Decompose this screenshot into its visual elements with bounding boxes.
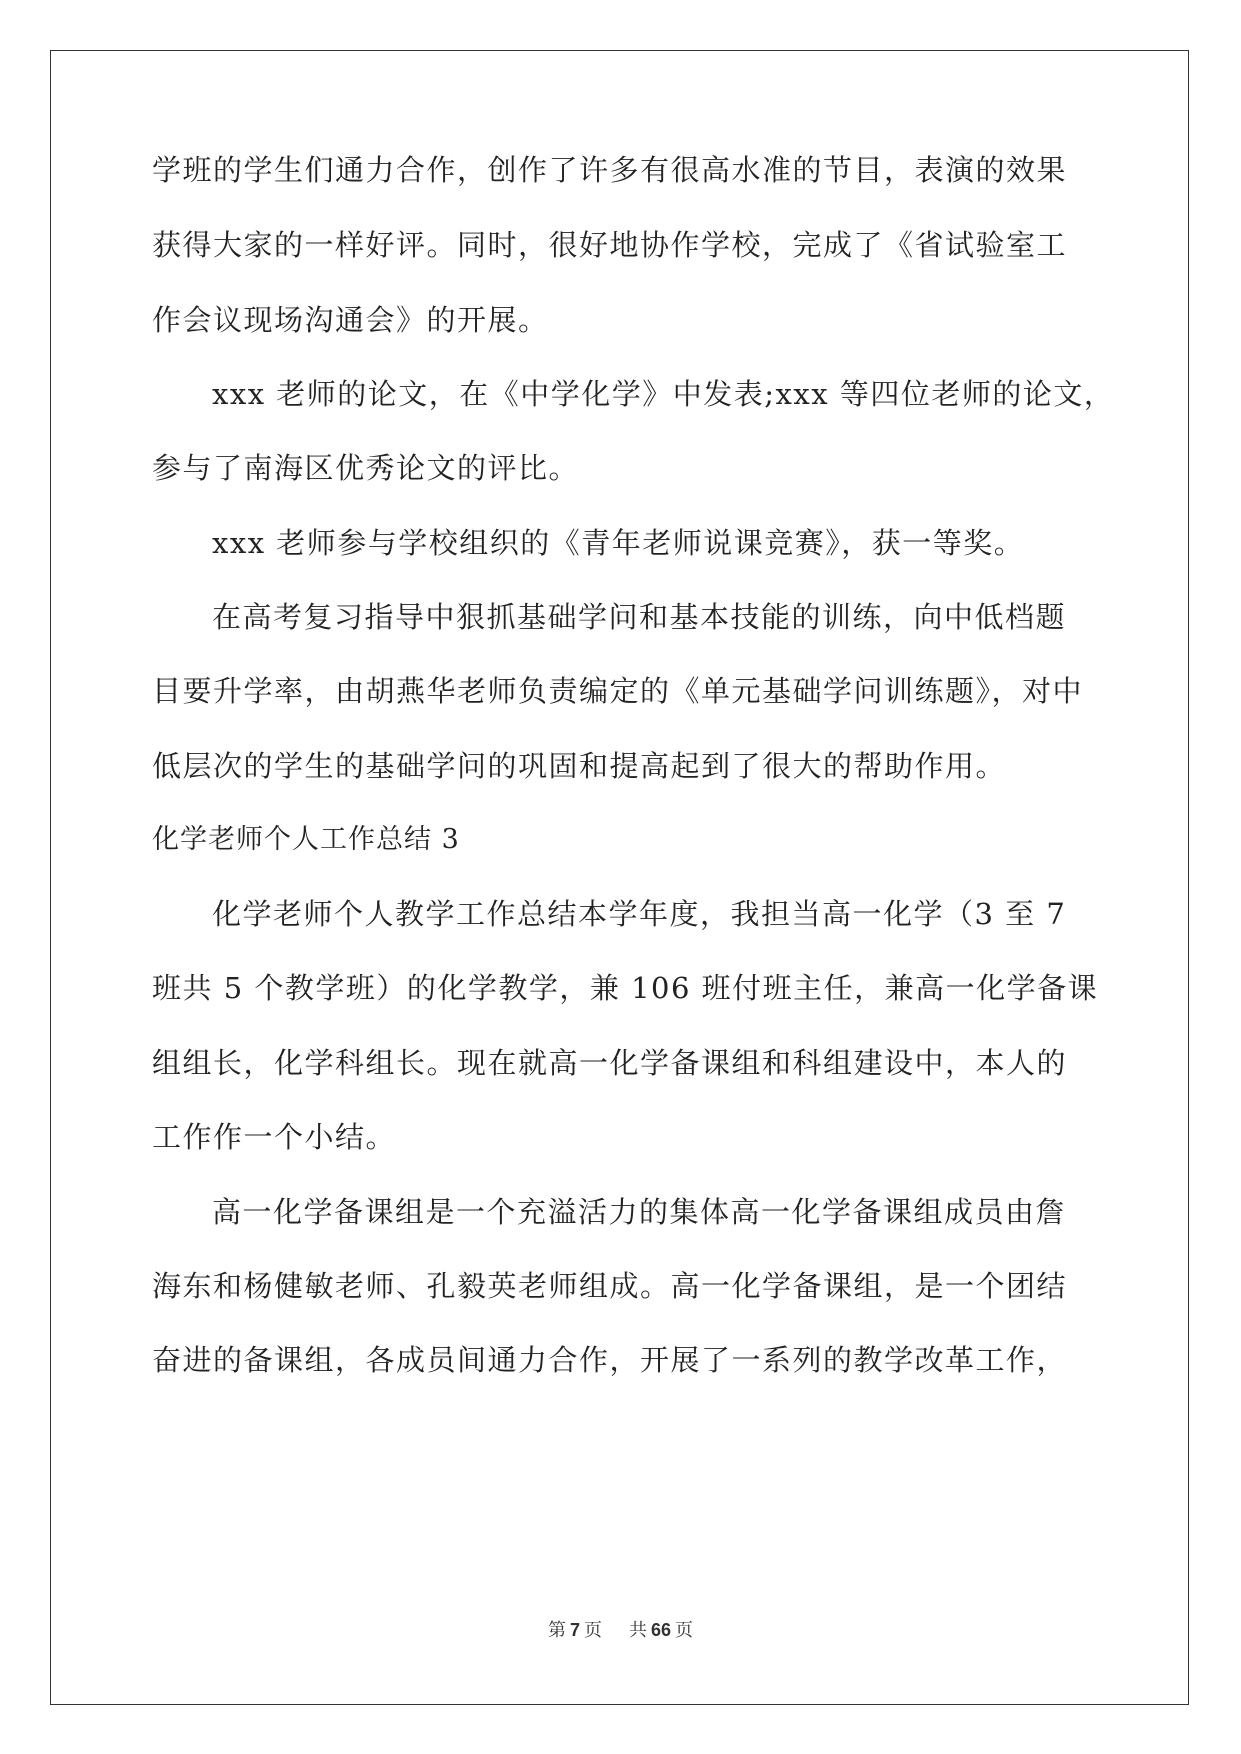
total-pages: 66 xyxy=(650,1620,671,1640)
text-line: 作会议现场沟通会》的开展。 xyxy=(152,303,549,337)
page-footer xyxy=(0,1616,1241,1642)
text-line: 低层次的学生的基础学问的巩固和提高起到了很大的帮助作用。 xyxy=(152,749,1007,783)
footer-total-prefix: 共 xyxy=(628,1620,647,1641)
text-line: 工作作一个小结。 xyxy=(152,1120,397,1154)
text-line: 参与了南海区优秀论文的评比。 xyxy=(152,451,580,485)
text-line: 化学老师个人教学工作总结本学年度，我担当高一化学（3 至 7 xyxy=(212,897,1067,931)
text-line: xxx 老师参与学校组织的《青年老师说课竞赛》，获一等奖。 xyxy=(212,526,1025,560)
section-heading: 化学老师个人工作总结 3 xyxy=(152,824,460,855)
text-line: 奋进的备课组，各成员间通力合作，开展了一系列的教学改革工作， xyxy=(152,1343,1068,1377)
text-line: 在高考复习指导中狠抓基础学问和基本技能的训练，向中低档题 xyxy=(212,600,1067,634)
footer-prefix: 第 xyxy=(548,1620,567,1641)
page-number: 7 xyxy=(570,1620,581,1640)
text-line: 海东和杨健敏老师、孔毅英老师组成。高一化学备课组，是一个团结 xyxy=(152,1269,1068,1303)
footer-total-suffix: 页 xyxy=(674,1620,693,1641)
page-border xyxy=(50,50,1189,1705)
text-line: 班共 5 个教学班）的化学教学，兼 106 班付班主任，兼高一化学备课 xyxy=(152,971,1099,1005)
footer-page-suffix: 页 xyxy=(584,1620,603,1641)
text-line: 获得大家的一样好评。同时，很好地协作学校，完成了《省试验室工 xyxy=(152,228,1068,262)
text-line: 高一化学备课组是一个充溢活力的集体高一化学备课组成员由詹 xyxy=(212,1195,1067,1229)
text-line: 目要升学率，由胡燕华老师负责编定的《单元基础学问训练题》，对中 xyxy=(152,674,1084,708)
text-line: xxx 老师的论文，在《中学化学》中发表;xxx 等四位老师的论文， xyxy=(212,377,1115,411)
text-line: 学班的学生们通力合作，创作了许多有很高水准的节目，表演的效果 xyxy=(152,153,1068,187)
text-line: 组组长，化学科组长。现在就高一化学备课组和科组建设中，本人的 xyxy=(152,1046,1068,1080)
